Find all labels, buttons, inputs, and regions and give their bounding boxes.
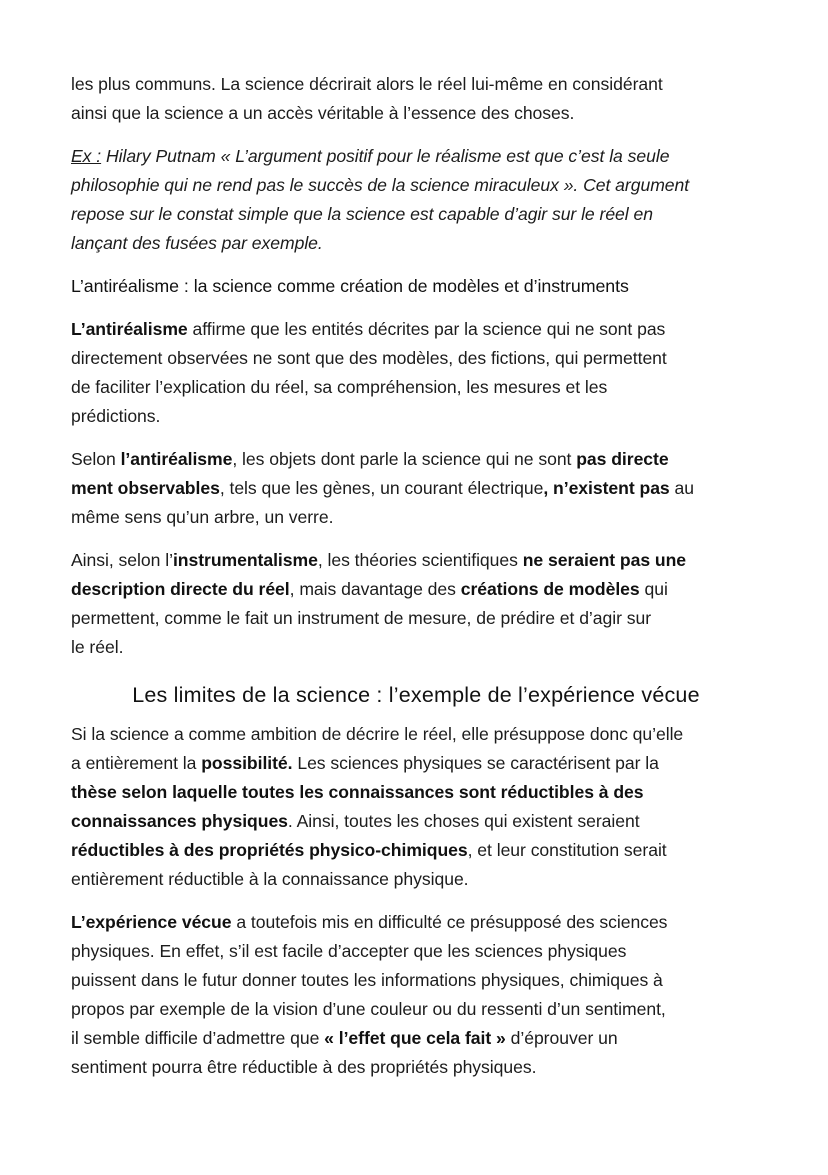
paragraph-instrumentalism bbox=[71, 546, 761, 662]
text-line: directement observées ne sont que des modèles, des fictions, qui permettent bbox=[71, 348, 667, 368]
text-line: propos par exemple de la vision d’une couleur ou du ressenti d’un sentiment, bbox=[71, 999, 666, 1019]
bold-term: créations de modèles bbox=[460, 579, 640, 599]
subheading-antirealism: L’antiréalisme : la science comme création de modèles et d’instruments bbox=[71, 276, 629, 296]
text-line: le réel. bbox=[71, 637, 124, 657]
paragraph-lived-experience bbox=[71, 908, 761, 1082]
bold-term: « l’effet que cela fait » bbox=[324, 1028, 506, 1048]
paragraph-antirealism-definition bbox=[71, 315, 761, 431]
text-line: repose sur le constat simple que la science est capable d’agir sur le réel en bbox=[71, 204, 653, 224]
bold-term: description directe du réel bbox=[71, 579, 290, 599]
section-title: Les limites de la science : l’exemple de l’expérience vécue bbox=[132, 683, 700, 707]
bold-term: L’antiréalisme bbox=[71, 319, 188, 339]
bold-term: possibilité. bbox=[201, 753, 293, 773]
bold-term: ne seraient pas une bbox=[522, 550, 687, 570]
text-line: prédictions. bbox=[71, 406, 161, 426]
bold-term: connaissances physiques bbox=[71, 811, 288, 831]
text-span: d’éprouver un bbox=[505, 1028, 618, 1048]
text-span: Selon bbox=[71, 449, 121, 469]
text-span: qui bbox=[639, 579, 668, 599]
text-line: sentiment pourra être réductible à des propriétés physiques. bbox=[71, 1057, 537, 1077]
bold-term: l’antiréalisme bbox=[120, 449, 233, 469]
document-page bbox=[71, 70, 761, 1082]
paragraph-antirealism-objects bbox=[71, 445, 761, 532]
text-span: Ainsi, selon l’ bbox=[71, 550, 173, 570]
text-span: il semble difficile d’admettre que bbox=[71, 1028, 325, 1048]
text-span: a entièrement la bbox=[71, 753, 202, 773]
bold-term: thèse selon laquelle toutes les connaissances sont réductibles à des bbox=[71, 782, 644, 802]
paragraph-realism-end bbox=[71, 70, 761, 128]
text-line: les plus communs. La science décrirait alors le réel lui-même en considérant bbox=[71, 74, 663, 94]
text-span: au bbox=[669, 478, 694, 498]
text-line: puissent dans le futur donner toutes les informations physiques, chimiques à bbox=[71, 970, 663, 990]
text-span: , tels que les gènes, un courant électrique bbox=[219, 478, 544, 498]
text-line: Si la science a comme ambition de décrire le réel, elle présuppose donc qu’elle bbox=[71, 724, 684, 744]
bold-term: , n’existent pas bbox=[543, 478, 670, 498]
bold-term: L’expérience vécue bbox=[71, 912, 232, 932]
text-line: physiques. En effet, s’il est facile d’accepter que les sciences physiques bbox=[71, 941, 627, 961]
text-line: entièrement réductible à la connaissance physique. bbox=[71, 869, 469, 889]
text-line: même sens qu’un arbre, un verre. bbox=[71, 507, 334, 527]
text-span: , les théories scientifiques bbox=[317, 550, 523, 570]
text-span: a toutefois mis en difficulté ce présupposé des sciences bbox=[231, 912, 668, 932]
text-line: ainsi que la science a un accès véritable à l’essence des choses. bbox=[71, 103, 575, 123]
text-span: Les sciences physiques se caractérisent par la bbox=[292, 753, 659, 773]
text-line: Hilary Putnam « L’argument positif pour le réalisme est que c’est la seule bbox=[101, 146, 670, 166]
bold-term: pas directe bbox=[576, 449, 669, 469]
text-span: . Ainsi, toutes les choses qui existent seraient bbox=[287, 811, 640, 831]
text-line: permettent, comme le fait un instrument de mesure, de prédire et d’agir sur bbox=[71, 608, 652, 628]
example-putnam bbox=[71, 142, 761, 258]
text-line: lançant des fusées par exemple. bbox=[71, 233, 323, 253]
text-span: affirme que les entités décrites par la science qui ne sont pas bbox=[187, 319, 666, 339]
bold-term: réductibles à des propriétés physico-chimiques bbox=[71, 840, 468, 860]
text-span: , et leur constitution serait bbox=[467, 840, 667, 860]
text-span: , les objets dont parle la science qui ne sont bbox=[232, 449, 577, 469]
text-line: philosophie qui ne rend pas le succès de la science miraculeux ». Cet argument bbox=[71, 175, 690, 195]
bold-term: instrumentalisme bbox=[172, 550, 318, 570]
bold-term: ment observables bbox=[71, 478, 220, 498]
text-line: de faciliter l’explication du réel, sa compréhension, les mesures et les bbox=[71, 377, 608, 397]
example-label: Ex : bbox=[71, 146, 102, 166]
paragraph-science-limits bbox=[71, 720, 761, 894]
text-span: , mais davantage des bbox=[289, 579, 461, 599]
